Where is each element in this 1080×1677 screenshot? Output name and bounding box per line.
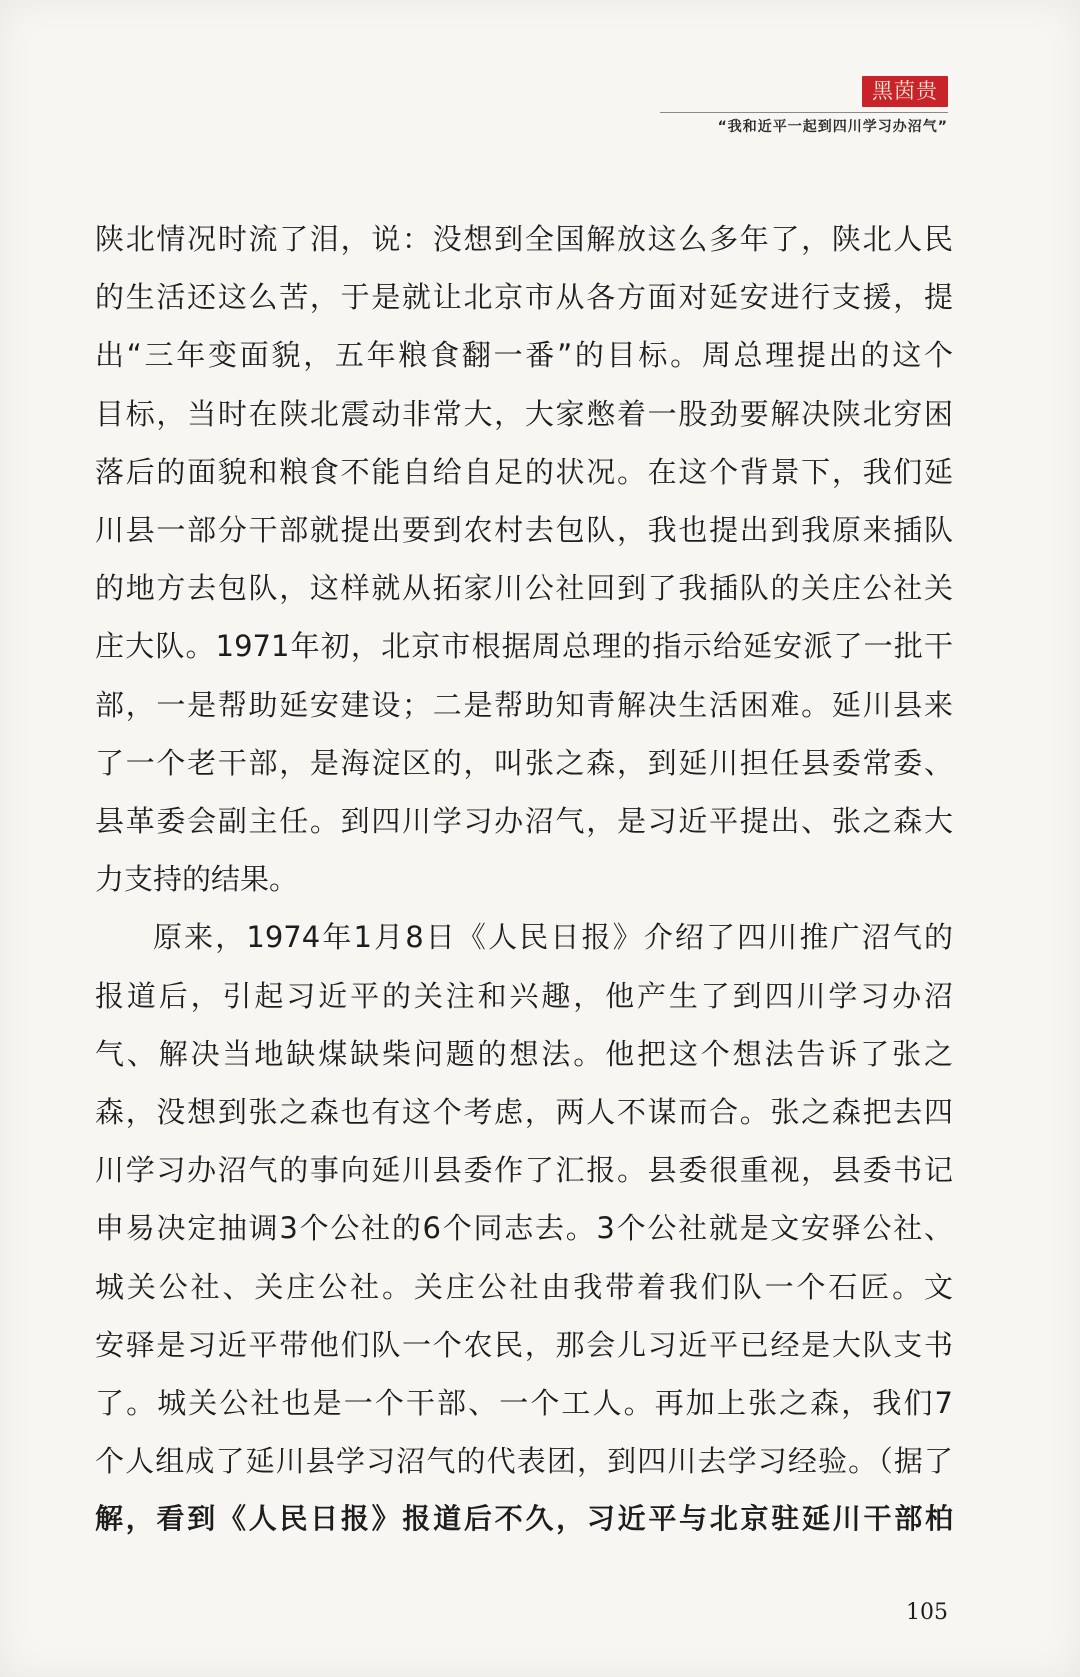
text-line: 申易决定抽调3个公社的6个同志去。3个公社就是文安驿公社、 [95, 1211, 953, 1246]
text-line: 川县一部分干部就提出要到农村去包队，我也提出到我原来插队 [95, 513, 953, 548]
header-badge: 黑茵贵 [862, 76, 948, 107]
text-line: 报道后，引起习近平的关注和兴趣，他产生了到四川学习办沼 [95, 978, 953, 1013]
text-line: 个人组成了延川县学习沼气的代表团，到四川去学习经验。（据了 [95, 1444, 953, 1479]
text-line: 陕北情况时流了泪，说：没想到全国解放这么多年了，陕北人民 [95, 222, 953, 256]
text-line: 目标，当时在陕北震动非常大，大家憋着一股劲要解决陕北穷困 [95, 396, 953, 431]
body-text [95, 210, 953, 1549]
text-line: 的生活还这么苦，于是就让北京市从各方面对延安进行支援，提 [95, 280, 953, 315]
header-rule [660, 112, 948, 113]
text-line: 城关公社、关庄公社。关庄公社由我带着我们队一个石匠。文 [95, 1269, 953, 1304]
text-line: 落后的面貌和粮食不能自给自足的状况。在这个背景下，我们延 [95, 454, 953, 489]
text-line: 川学习办沼气的事向延川县委作了汇报。县委很重视，县委书记 [95, 1153, 953, 1188]
text-line: 了一个老干部，是海淀区的，叫张之森，到延川担任县委常委、 [95, 745, 953, 780]
text-line: 了。城关公社也是一个干部、一个工人。再加上张之森，我们7 [95, 1386, 953, 1421]
text-line: 庄大队。1971年初，北京市根据周总理的指示给延安派了一批干 [95, 629, 953, 664]
text-line: 出“三年变面貌，五年粮食翻一番”的目标。周总理提出的这个 [95, 338, 953, 373]
page-number: 105 [906, 1600, 948, 1625]
text-line: 原来，1974年1月8日《人民日报》介绍了四川推广沼气的 [153, 920, 953, 955]
text-line-note: 解，看到《人民日报》报道后不久，习近平与北京驻延川干部柏 [95, 1502, 953, 1536]
text-line: 气、解决当地缺煤缺柴问题的想法。他把这个想法告诉了张之 [95, 1036, 953, 1071]
text-line: 森，没想到张之森也有这个考虑，两人不谋而合。张之森把去四 [95, 1095, 953, 1130]
header-subtitle: “我和近平一起到四川学习办沼气” [717, 119, 948, 135]
text-line: 县革委会副主任。到四川学习办沼气，是习近平提出、张之森大 [95, 804, 953, 839]
text-line: 的地方去包队，这样就从拓家川公社回到了我插队的关庄公社关 [95, 571, 953, 606]
text-line: 力支持的结果。 [95, 862, 299, 897]
text-line: 部，一是帮助延安建设；二是帮助知青解决生活困难。延川县来 [95, 687, 953, 722]
text-line: 安驿是习近平带他们队一个农民，那会儿习近平已经是大队支书 [95, 1327, 953, 1362]
